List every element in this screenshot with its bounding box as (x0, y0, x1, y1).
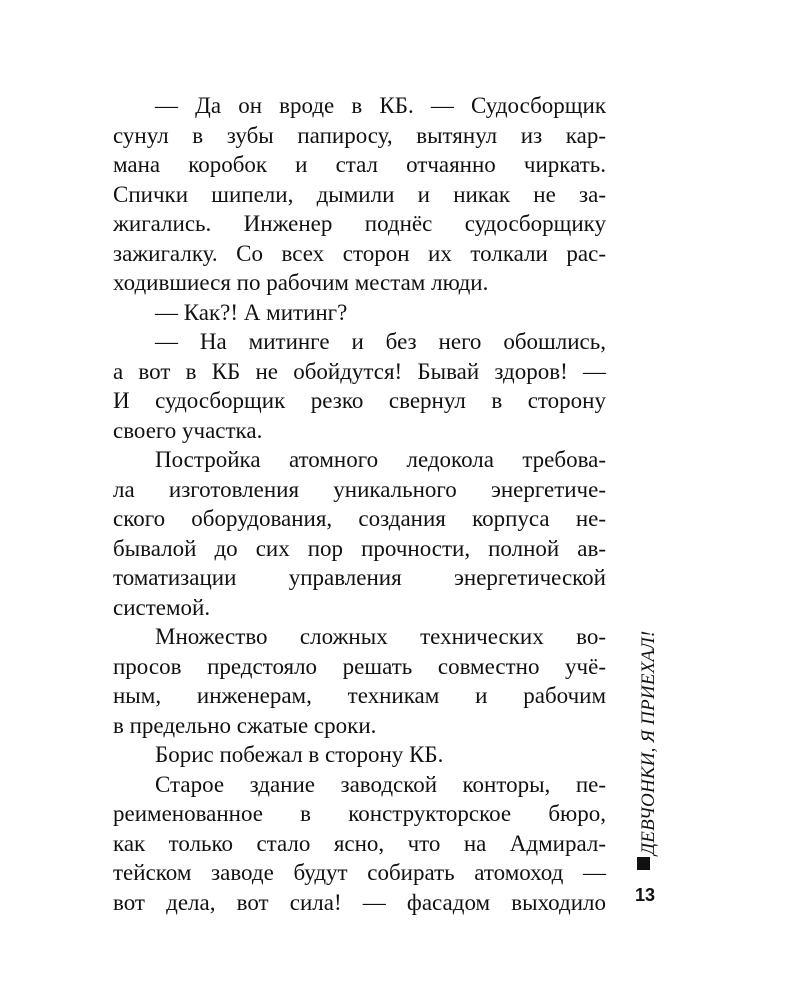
text-line: в предельно сжатые сроки. (113, 712, 377, 738)
square-marker-icon (637, 857, 650, 870)
text-line: — Как?! А митинг? (155, 299, 348, 325)
text-line: просов предстояло решать совместно учё- (113, 653, 606, 679)
text-line: бывалой до сих пор прочности, полной ав- (113, 535, 606, 561)
text-line: сунул в зубы папиросу, вытянул из кар- (113, 122, 606, 148)
text-line: ского оборудования, создания корпуса не- (113, 506, 606, 531)
text-line: Старое здание заводской конторы, пе- (155, 771, 606, 797)
text-line: зажигалку. Со всех сторон их толкали рас- (113, 240, 606, 266)
text-line: И судосборщик резко свернул в сторону (113, 388, 606, 413)
running-head (633, 620, 661, 875)
text-line: системой. (113, 594, 211, 620)
text-line: ла изготовления уникального энергетиче- (113, 476, 606, 502)
text-line: — На митинге и без него обошлись, (155, 329, 606, 354)
text-line: — Да он вроде в КБ. — Судосборщик (155, 93, 606, 118)
text-line: Спички шипели, дымили и никак не за- (113, 181, 606, 207)
running-head-title: ДЕВЧОНКИ, Я ПРИЕХАЛ! (638, 630, 659, 855)
text-line: а вот в КБ не обойдутся! Бывай здоров! — (113, 358, 606, 384)
text-line: ходившиеся по рабочим местам люди. (113, 270, 489, 295)
text-line: ным, инженерам, техникам и рабочим (113, 683, 606, 708)
page-number: 13 (634, 885, 656, 905)
text-line: жигались. Инженер поднёс судосборщику (113, 211, 606, 236)
text-line: Борис побежал в сторону КБ. (155, 742, 444, 767)
text-line: тейском заводе будут собирать атомоход — (113, 860, 606, 885)
text-line: как только стало ясно, что на Адмирал- (113, 830, 606, 856)
text-line: реименованное в конструкторское бюро, (113, 801, 606, 826)
text-line: вот дела, вот сила! — фасадом выходило (113, 889, 606, 915)
text-line: своего участка. (113, 417, 263, 443)
body-text (113, 91, 606, 917)
text-line: Постройка атомного ледокола требова- (155, 447, 606, 472)
text-line: томатизации управления энергетической (113, 565, 606, 590)
text-line: Множество сложных технических во- (155, 624, 606, 649)
text-line: мана коробок и стал отчаянно чиркать. (113, 152, 606, 177)
